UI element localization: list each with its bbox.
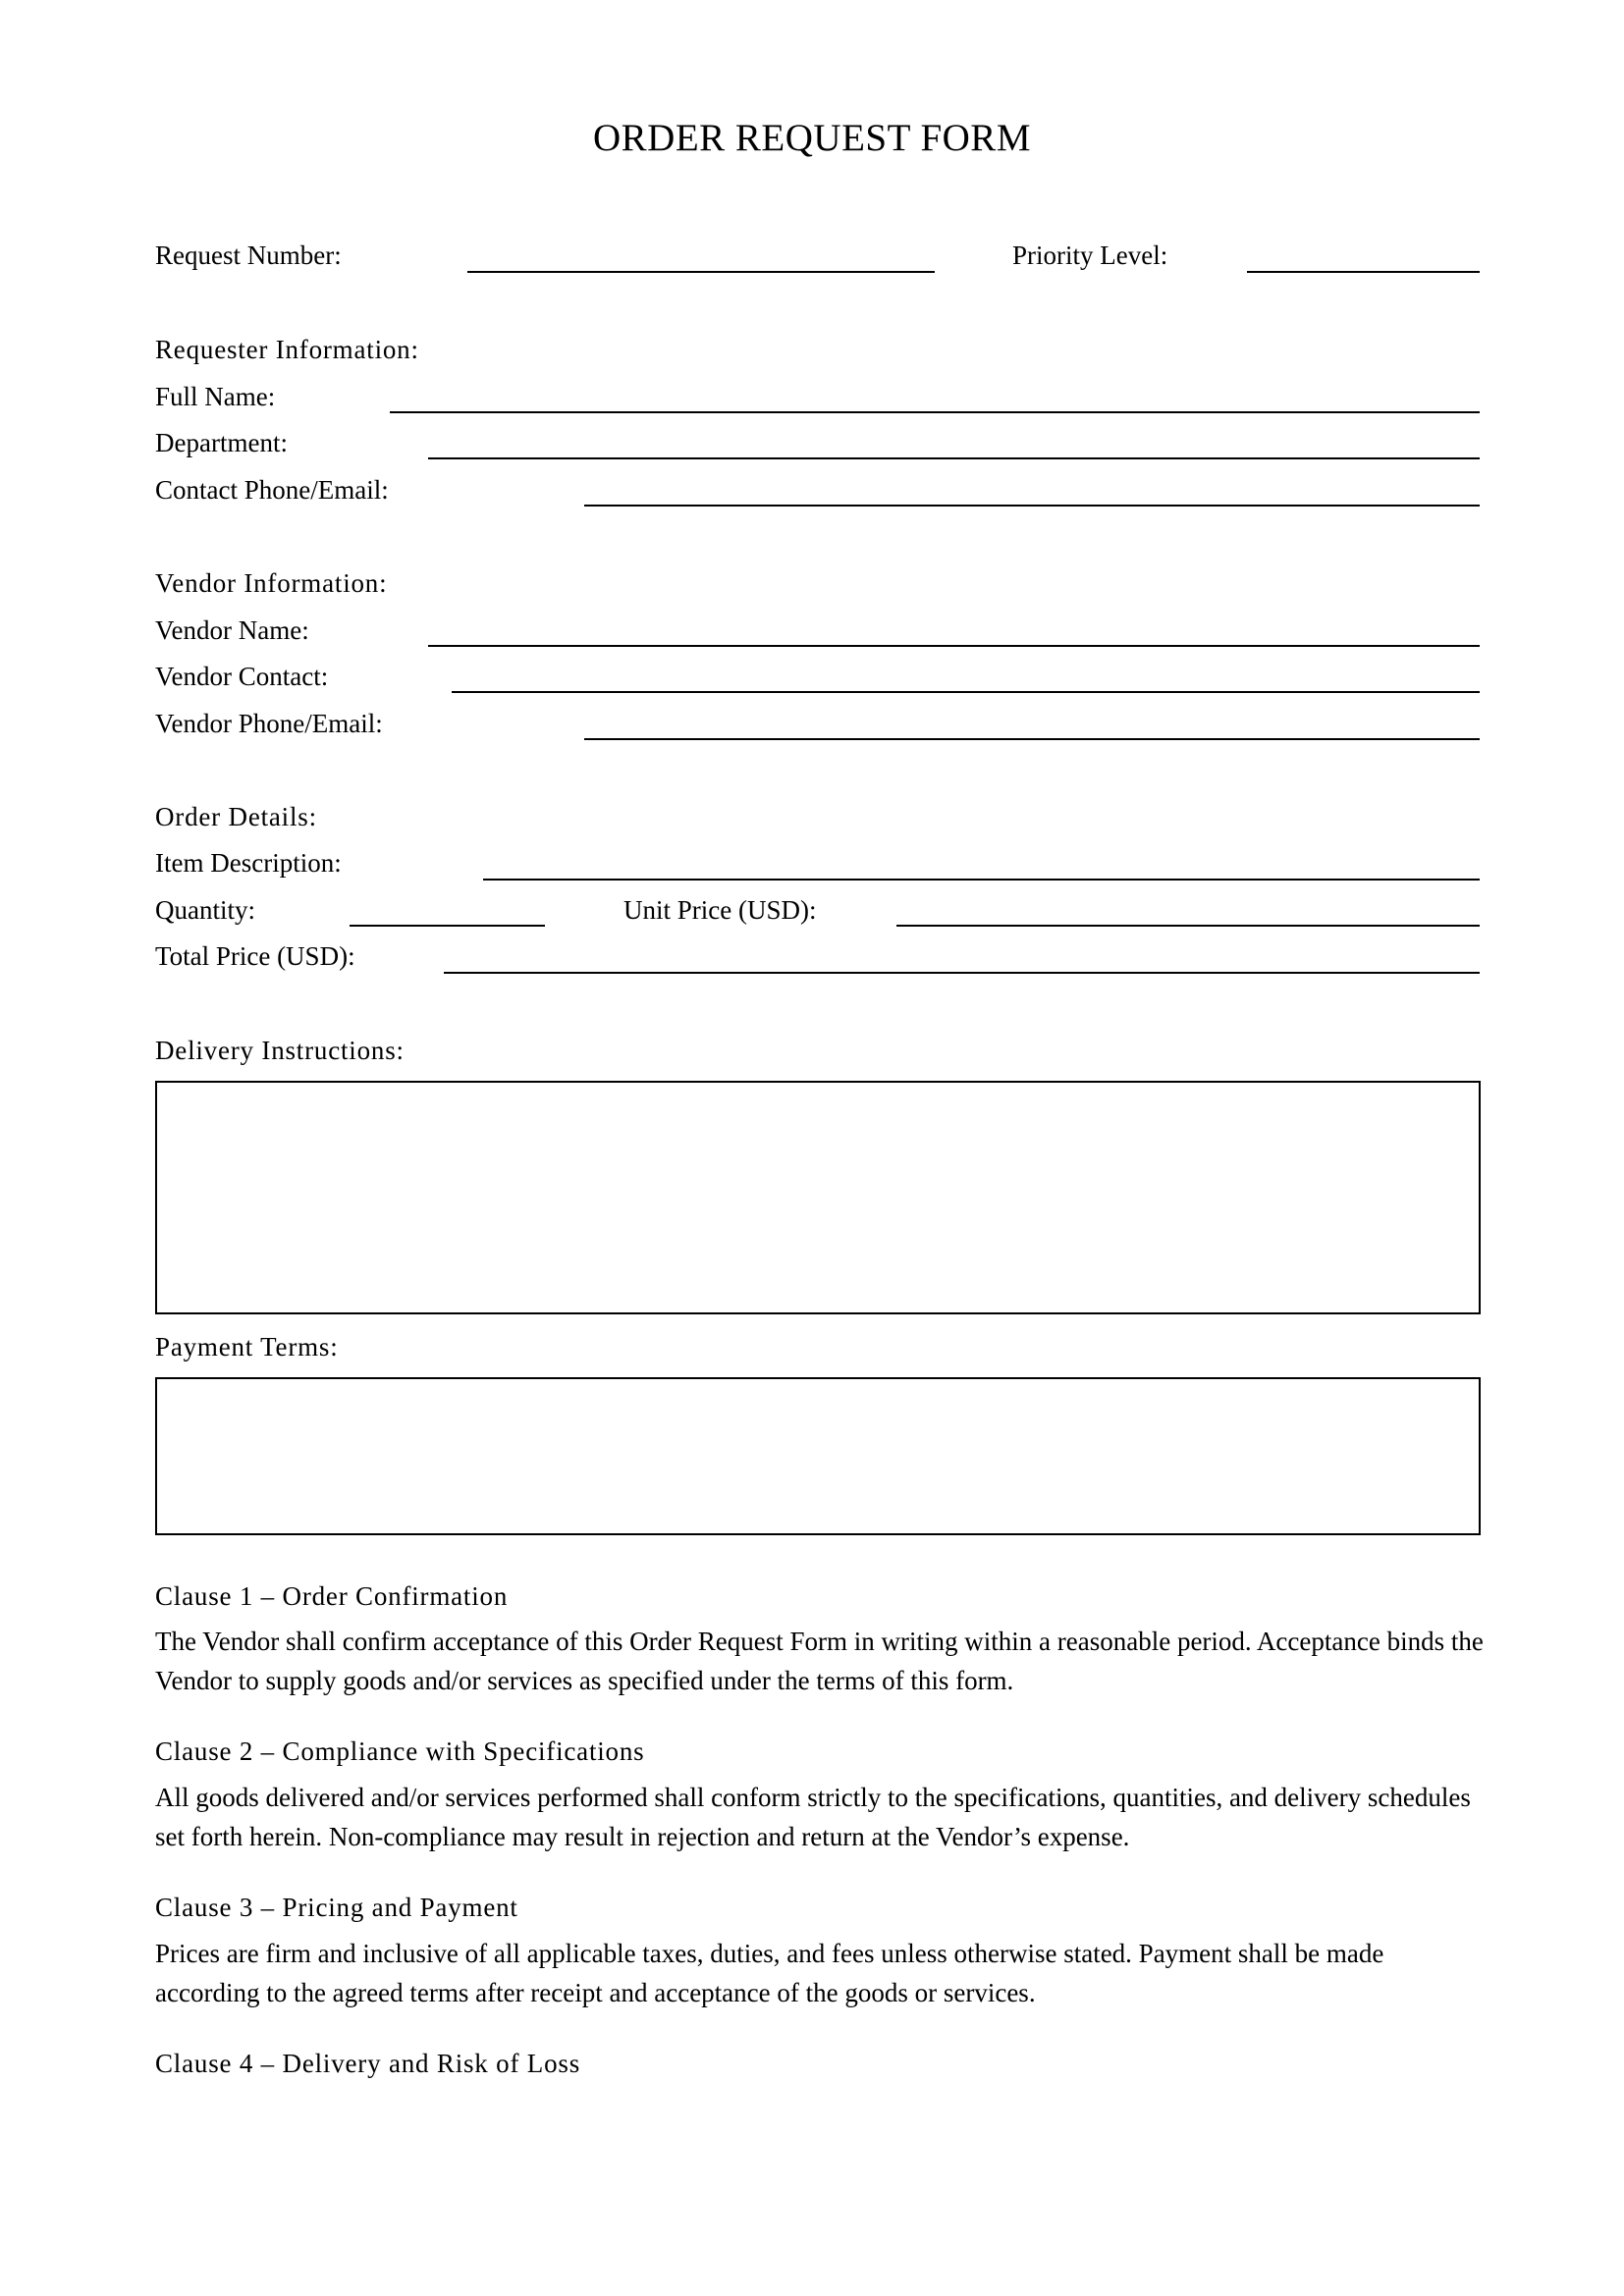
order-section-heading: Order Details: — [155, 802, 317, 831]
delivery-instructions-heading: Delivery Instructions: — [155, 1036, 405, 1065]
full-name-field[interactable] — [390, 411, 1480, 413]
clause-heading: Clause 3 – Pricing and Payment — [155, 1893, 518, 1922]
department-label: Department: — [155, 428, 288, 457]
payment-terms-heading: Payment Terms: — [155, 1332, 339, 1362]
total-price-field[interactable] — [444, 972, 1480, 974]
vendor-phone-email-field[interactable] — [584, 738, 1480, 740]
vendor-contact-field[interactable] — [452, 691, 1480, 693]
clause-text: Prices are firm and inclusive of all applicable taxes, duties, and fees unless otherwise stated. Payment shall be made according to the agreed terms after receipt and acceptance of the goods or services. — [155, 1939, 1384, 2007]
vendor-name-label: Vendor Name: — [155, 615, 309, 645]
contact-phone-email-label: Contact Phone/Email: — [155, 475, 389, 505]
department-field[interactable] — [428, 457, 1480, 459]
quantity-field[interactable] — [350, 925, 545, 927]
delivery-instructions-box[interactable] — [155, 1081, 1481, 1314]
payment-terms-box[interactable] — [155, 1377, 1481, 1535]
vendor-contact-label: Vendor Contact: — [155, 662, 329, 691]
item-description-label: Item Description: — [155, 848, 342, 878]
vendor-phone-email-label: Vendor Phone/Email: — [155, 709, 383, 738]
unit-price-label: Unit Price (USD): — [623, 895, 817, 925]
request-number-field[interactable] — [467, 271, 935, 273]
total-price-label: Total Price (USD): — [155, 941, 355, 971]
clause-heading: Clause 4 – Delivery and Risk of Loss — [155, 2049, 580, 2078]
request-number-label: Request Number: — [155, 240, 342, 270]
vendor-section-heading: Vendor Information: — [155, 568, 388, 598]
unit-price-field[interactable] — [896, 925, 1480, 927]
priority-level-label: Priority Level: — [1012, 240, 1168, 270]
clause-text: All goods delivered and/or services performed shall conform strictly to the specifications, quantities, and delivery schedules set forth herein. Non-compliance may result in rejection and return at the Vendor’s expense. — [155, 1783, 1471, 1851]
clause-text: The Vendor shall confirm acceptance of this Order Request Form in writing within a reasonable period. Acceptance binds the Vendor to supply goods and/or services as specified under the terms of this form. — [155, 1627, 1484, 1695]
clause-heading: Clause 1 – Order Confirmation — [155, 1581, 509, 1611]
vendor-name-field[interactable] — [428, 645, 1480, 647]
quantity-label: Quantity: — [155, 895, 255, 925]
contact-phone-email-field[interactable] — [584, 505, 1480, 507]
clause-heading: Clause 2 – Compliance with Specifications — [155, 1736, 645, 1766]
item-description-field[interactable] — [483, 879, 1480, 881]
priority-level-field[interactable] — [1247, 271, 1480, 273]
full-name-label: Full Name: — [155, 382, 276, 411]
requester-section-heading: Requester Information: — [155, 335, 419, 364]
page-title: ORDER REQUEST FORM — [592, 117, 1032, 159]
